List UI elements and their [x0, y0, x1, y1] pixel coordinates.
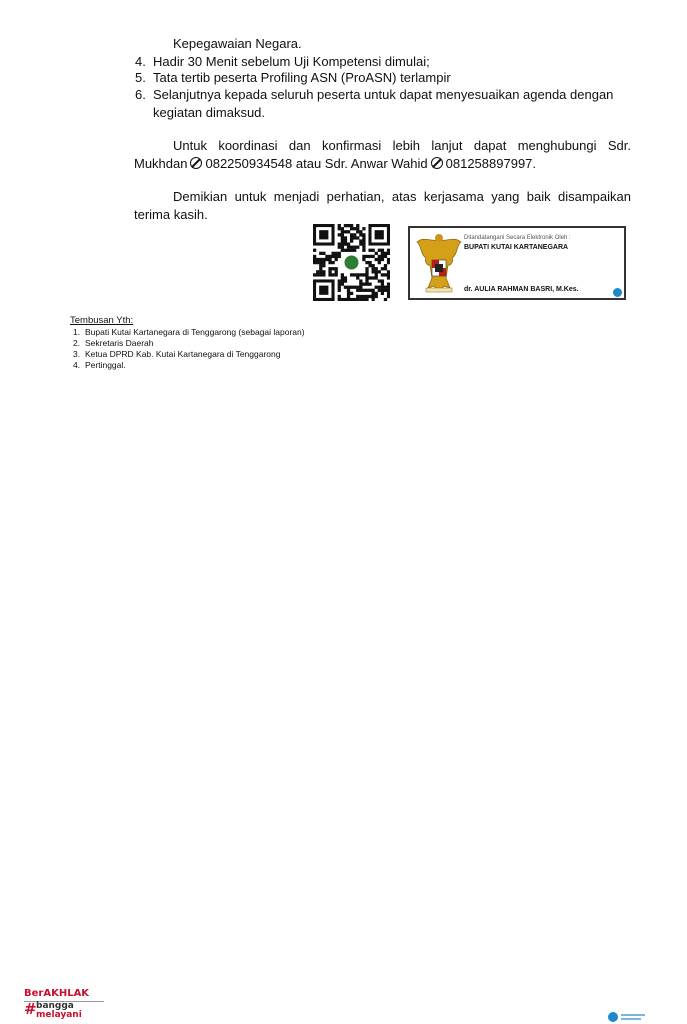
cc-item	[73, 327, 305, 338]
cc-item	[73, 360, 126, 371]
cc-item	[73, 338, 154, 349]
cc-item	[73, 349, 280, 360]
cc-text: Sekretaris Daerah	[85, 338, 154, 348]
qr-code-graphic	[313, 224, 390, 301]
phone-icon	[431, 157, 443, 169]
bsre-icon	[613, 288, 622, 297]
qr-center-emblem	[344, 255, 360, 271]
signed-electronically-label: Ditandatangani Secara Elektronik Oleh :	[464, 235, 571, 241]
qr-code	[313, 224, 390, 301]
cc-number: 3.	[73, 349, 81, 359]
bsre-logo-text-mark	[621, 1014, 645, 1016]
cc-number: 1.	[73, 327, 81, 337]
list-item-text: Tata tertib peserta Profiling ASN (ProASN) terlampir	[153, 70, 451, 85]
contact-phone-2: 081258897997.	[445, 156, 537, 171]
list-item-5	[135, 69, 451, 87]
signature-box	[408, 226, 626, 300]
list-item-6	[135, 86, 613, 104]
logo-tagline-1: bangga	[36, 1001, 74, 1011]
list-item-text: Hadir 30 Menit sebelum Uji Kompetensi dimulai;	[153, 54, 430, 69]
cc-text: Pertinggal.	[85, 360, 126, 370]
signatory-name: dr. AULIA RAHMAN BASRI, M.Kes.	[464, 286, 579, 293]
contact-paragraph-line2	[134, 155, 536, 173]
bsre-footer-logo	[608, 1010, 648, 1024]
cc-heading: Tembusan Yth:	[70, 315, 134, 326]
list-number: 4.	[135, 54, 146, 69]
cc-text: Bupati Kutai Kartanegara di Tenggarong (sebagai laporan)	[85, 327, 305, 337]
list-continuation: Kepegawaian Negara.	[173, 36, 302, 51]
logo-tagline-2: melayani	[36, 1010, 82, 1020]
cc-text: Ketua DPRD Kab. Kutai Kartanegara di Tenggarong	[85, 349, 281, 359]
contact-mid-text: atau Sdr. Anwar Wahid	[295, 156, 428, 171]
cc-number: 2.	[73, 338, 81, 348]
berakhlak-logo	[24, 988, 124, 1024]
contact-paragraph-line1: Untuk koordinasi dan konfirmasi lebih lanjut dapat menghubungi Sdr.	[173, 138, 631, 153]
closing-line1: Demikian untuk menjadi perhatian, atas kerjasama yang baik disampaikan	[173, 189, 631, 204]
berakhlak-wordmark: BerAKHLAK	[24, 988, 90, 999]
closing-line2: terima kasih.	[134, 207, 208, 222]
hashtag-icon: #	[24, 1000, 37, 1018]
garuda-emblem	[414, 232, 464, 296]
contact-phone-1: 082250934548	[205, 156, 293, 171]
list-number: 5.	[135, 70, 146, 85]
cc-number: 4.	[73, 360, 81, 370]
bsre-logo-text-mark	[621, 1018, 641, 1020]
phone-icon	[190, 157, 202, 169]
contact-name-1: Mukhdan	[134, 156, 188, 171]
list-item-text: Selanjutnya kepada seluruh peserta untuk dapat menyesuaikan agenda dengan	[153, 87, 614, 102]
list-number: 6.	[135, 87, 146, 102]
signatory-title: BUPATI KUTAI KARTANEGARA	[464, 244, 569, 251]
list-item-6-continuation: kegiatan dimaksud.	[153, 105, 266, 120]
bsre-logo-icon	[608, 1012, 618, 1022]
